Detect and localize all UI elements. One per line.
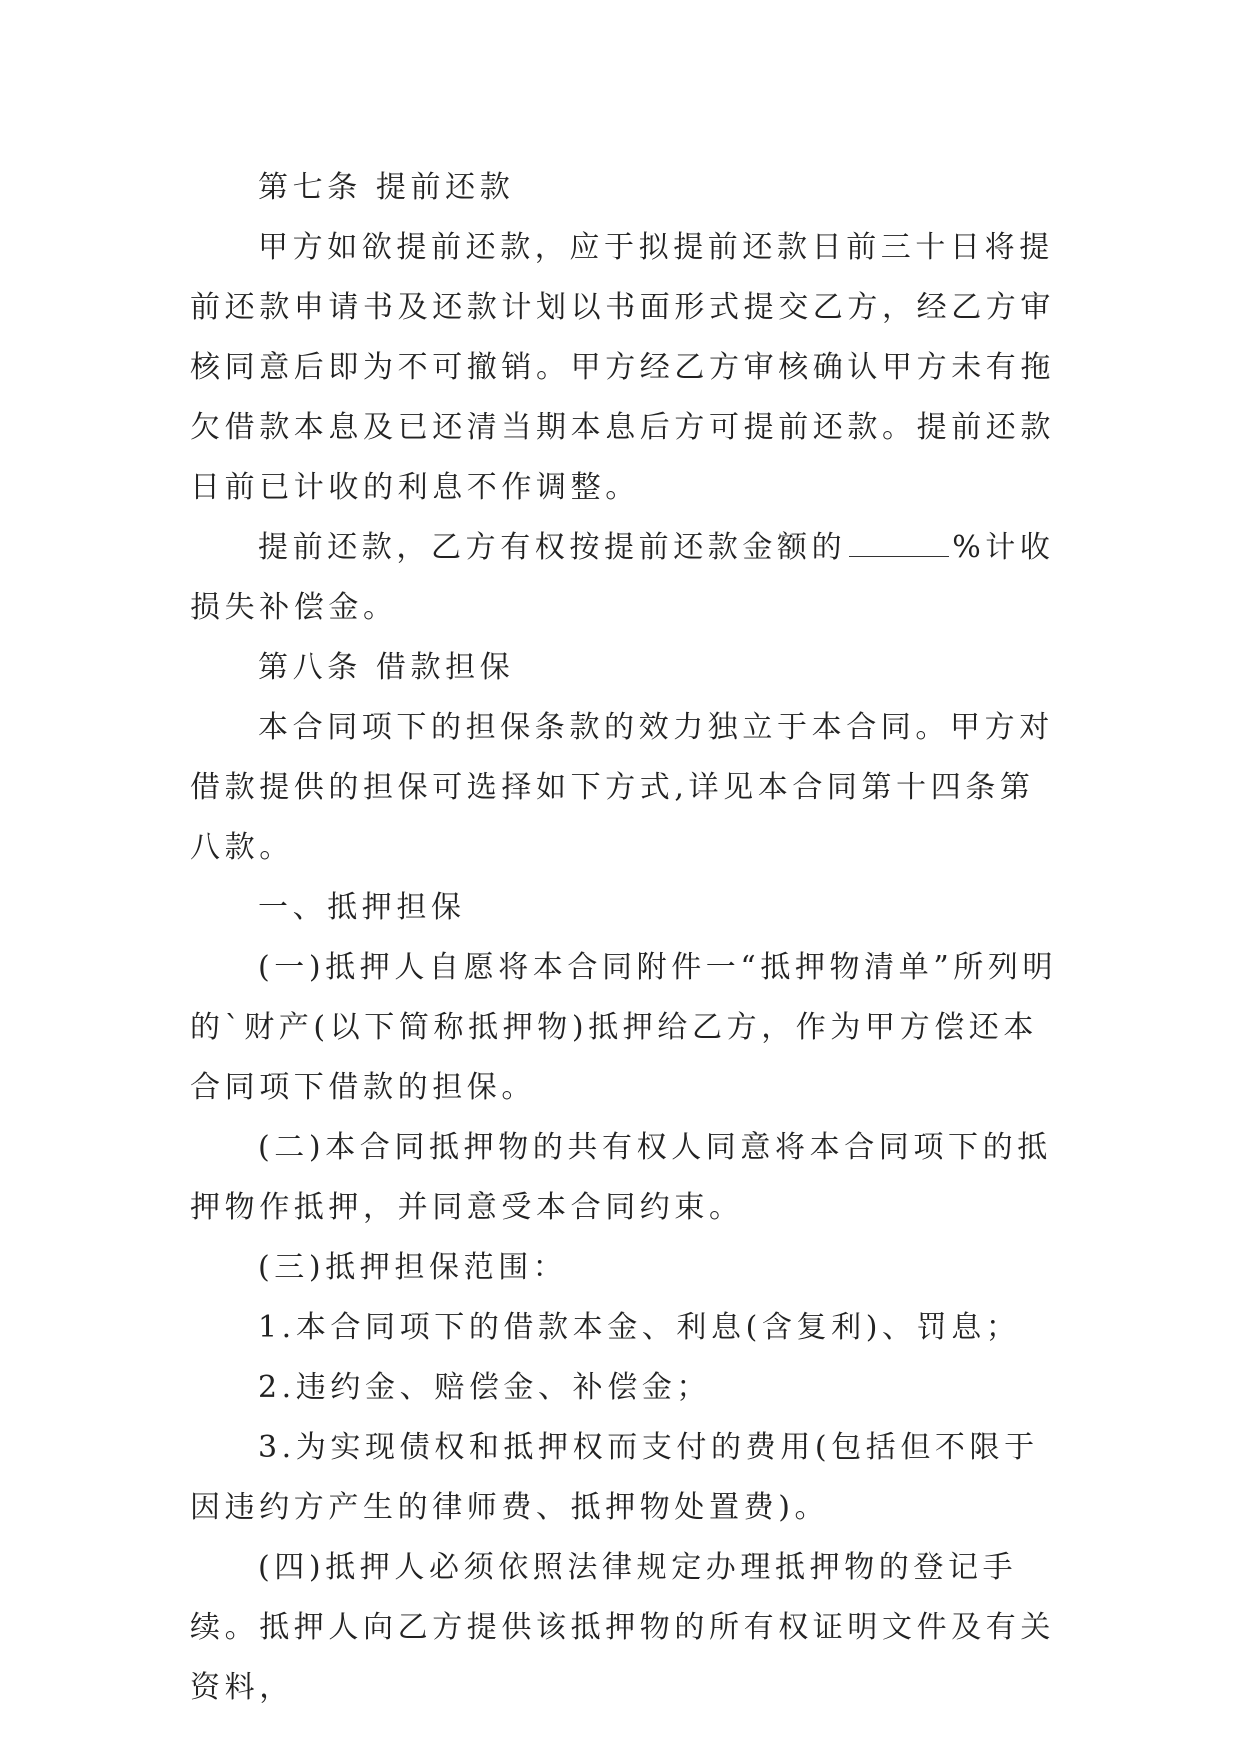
compensation-text-before: 提前还款，乙方有权按提前还款金额的	[258, 530, 847, 565]
mortgage-clause-1: (一)抵押人自愿将本合同附件一“抵押物清单”所列明的`财产(以下简称抵押物)抵押给乙方，作为甲方偿还本合同项下借款的担保。	[190, 950, 1058, 1105]
mortgage-clause-4: (四)抵押人必须依照法律规定办理抵押物的登记手续。抵押人向乙方提供该抵押物的所有权证明文件及有关资料，	[190, 1550, 1055, 1705]
document-body	[190, 158, 1060, 1718]
scope-item-1: 1.本合同项下的借款本金、利息(含复利)、罚息；	[258, 1310, 1021, 1345]
article-8-heading: 第八条 借款担保	[258, 650, 515, 685]
fill-in-blank	[849, 556, 949, 557]
compensation-paragraph	[190, 518, 1060, 638]
article-7-paragraph: 甲方如欲提前还款，应于拟提前还款日前三十日将提前还款申请书及还款计划以书面形式提交乙方，经乙方审核同意后即为不可撤销。甲方经乙方审核确认甲方未有拖欠借款本息及已还清当期本息后方可提前还款。提前还款日前已计收的利息不作调整。	[190, 230, 1055, 505]
mortgage-section-heading: 一、抵押担保	[258, 890, 466, 925]
article-7-heading: 第七条 提前还款	[258, 170, 515, 205]
mortgage-clause-3: (三)抵押担保范围：	[258, 1250, 568, 1285]
scope-item-2: 2.违约金、赔偿金、补偿金；	[258, 1370, 712, 1405]
article-8-paragraph: 本合同项下的担保条款的效力独立于本合同。甲方对借款提供的担保可选择如下方式,详见本合同第十四条第八款。	[190, 710, 1054, 865]
compensation-text-after: %计收损失补偿金。	[190, 530, 1055, 625]
scope-item-3: 3.为实现债权和抵押权而支付的费用(包括但不限于因违约方产生的律师费、抵押物处置费)。	[190, 1430, 1039, 1525]
mortgage-clause-2: (二)本合同抵押物的共有权人同意将本合同项下的抵押物作抵押，并同意受本合同约束。	[190, 1130, 1052, 1225]
